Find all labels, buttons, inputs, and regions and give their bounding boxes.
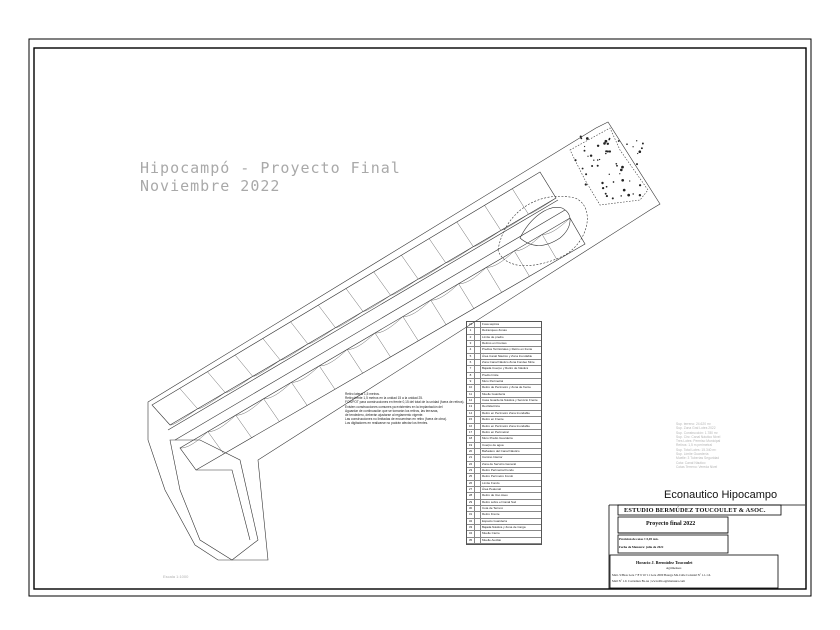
lot-divider bbox=[375, 333, 391, 357]
legend-label: Muelle Cierre bbox=[482, 531, 500, 536]
legend-number: 8 bbox=[467, 373, 475, 378]
note-line: FOS/FOT para construcciones en frente 0,15 del total de la unidad (fuera de retiros). bbox=[345, 400, 465, 405]
legend-label: Bajada Cuerpo y Retiro de Náutica bbox=[482, 366, 529, 371]
author-name: Horacio J. Bermúdez Toucoulet bbox=[636, 560, 693, 565]
legend-number: 32 bbox=[467, 519, 475, 524]
lot-divider bbox=[208, 432, 224, 454]
tree-mark bbox=[608, 139, 610, 141]
tree-symbols bbox=[574, 135, 643, 199]
lot-divider bbox=[429, 239, 446, 263]
lot-divider bbox=[207, 372, 225, 393]
tree-mark bbox=[585, 183, 587, 185]
lot-divider bbox=[401, 255, 418, 279]
tree-mark bbox=[603, 142, 606, 145]
tree-mark bbox=[597, 165, 599, 167]
drawing-date: Noviembre 2022 bbox=[140, 177, 281, 195]
legend-label: Retiro Perímetro Fondo bbox=[482, 474, 514, 479]
tree-mark bbox=[590, 154, 592, 156]
lot-divider bbox=[180, 388, 198, 408]
drawing-title: Hipocampó - Proyecto Final bbox=[140, 159, 401, 177]
legend-number: 18 bbox=[467, 436, 475, 441]
legend-number: 25 bbox=[467, 474, 475, 479]
legend-label: Muelle Guardería bbox=[482, 391, 506, 396]
project-name: Econautico Hipocampo bbox=[664, 489, 778, 501]
legend-label: Muro Predio Guardería bbox=[482, 436, 513, 441]
lower-leg-inner bbox=[196, 470, 250, 540]
note-line: de tendedero, deberán ajustarse al reglamento vigente. bbox=[345, 413, 424, 418]
legend-number: 6 bbox=[467, 360, 475, 365]
legend-number: 31 bbox=[467, 512, 475, 517]
note-line: Las construcciones no limitadas de encuentran en retiro (fuera de obra). bbox=[345, 417, 447, 422]
tree-mark bbox=[612, 197, 614, 199]
tree-mark bbox=[584, 146, 585, 147]
lot-divider bbox=[180, 448, 196, 470]
plan-title: Proyecto final 2022 bbox=[646, 521, 696, 527]
lot-divider bbox=[459, 284, 474, 309]
tree-mark bbox=[641, 147, 643, 149]
tree-mark bbox=[599, 159, 600, 160]
legend-number: 22 bbox=[467, 462, 475, 467]
tree-mark bbox=[636, 140, 637, 141]
legend-number: 35 bbox=[467, 538, 475, 543]
tree-mark bbox=[606, 186, 608, 188]
note-line: Existen construcciones comunes ya existentes en la implantación del bbox=[345, 404, 443, 409]
summary-line: Sup. Circ: Canal Náutico Nivel bbox=[676, 434, 721, 439]
legend-label: Camino Interior bbox=[482, 455, 503, 460]
legend-label: Retiro en Perímetro Zona Inundable bbox=[482, 410, 530, 415]
summary-line: Sup. Construcción: 1.780 m² bbox=[676, 430, 718, 435]
tree-mark bbox=[585, 173, 587, 175]
legend-label: Casa Guardería Náutica y Servicio Frente bbox=[482, 398, 538, 403]
tree-mark bbox=[632, 146, 633, 147]
legend-label: Retiro Frente bbox=[482, 512, 500, 517]
tree-mark bbox=[639, 184, 641, 186]
legend-label: Bajada Náutica y Zona de Carga bbox=[482, 525, 526, 529]
legend-label: Límite Fondo bbox=[482, 480, 500, 485]
lot-divider bbox=[403, 317, 418, 341]
legend-label: Retiro de Uso Aseo bbox=[482, 493, 508, 498]
lot-divider bbox=[152, 405, 170, 425]
lot-divider bbox=[347, 349, 363, 373]
legend-number: 34 bbox=[467, 531, 475, 536]
note-line: Retiro frente 1,5 metros en la unidad 15 a la unidad 25. bbox=[345, 396, 423, 401]
tree-mark bbox=[593, 160, 594, 161]
tree-mark bbox=[621, 166, 624, 169]
legend-number: 1 bbox=[467, 328, 475, 333]
area-summary-list bbox=[676, 422, 786, 469]
summary-line: Sup. Límite Guardería bbox=[676, 452, 709, 457]
tree-mark bbox=[587, 156, 588, 157]
summary-line: Sup. Zona Gral Lotes 2022 bbox=[676, 426, 716, 431]
tree-mark bbox=[597, 145, 599, 147]
lot-divider bbox=[319, 366, 335, 389]
legend-label: Espacio Guardería bbox=[482, 518, 508, 523]
lot-divider bbox=[236, 415, 252, 438]
tree-mark bbox=[626, 143, 628, 145]
survey-date: Fecha de Mensura: julio de 2022 bbox=[619, 545, 664, 549]
lot-divider bbox=[485, 205, 501, 230]
tree-mark bbox=[586, 137, 589, 140]
precision-note: Precisión de cotas ± 0,05 mts. bbox=[619, 537, 659, 541]
legend-number: 16 bbox=[467, 424, 475, 429]
legend-label: Zona Canal Náutico Zona Fondeo Mnte bbox=[482, 360, 535, 365]
summary-line: Muelle: 3 Tuberías Seguridad bbox=[676, 456, 720, 461]
legend-number: 24 bbox=[467, 322, 475, 327]
legend-label: Bañadero del Canal Náutico bbox=[482, 448, 520, 453]
lot-divider bbox=[540, 172, 556, 198]
lot-divider bbox=[264, 399, 280, 422]
tree-mark bbox=[613, 181, 615, 183]
legend-label: Retranqueo Zonas bbox=[482, 328, 507, 333]
tree-mark bbox=[607, 150, 609, 152]
legend-number: 27 bbox=[467, 487, 475, 492]
lot-divider bbox=[235, 355, 253, 376]
tree-mark bbox=[584, 150, 586, 152]
summary-line: Cota: Canal Náutico bbox=[676, 460, 706, 465]
contact-line: Mail Nº 1.0. Corrientes Bs.As | www.hbt-agrimensura.com bbox=[612, 579, 685, 583]
legend-number: 23 bbox=[467, 468, 475, 473]
lot-divider bbox=[514, 251, 529, 276]
tree-mark bbox=[580, 135, 582, 137]
tree-mark bbox=[642, 143, 644, 145]
note-line: Los digitadores en realizarse no podrán afectar los frentes. bbox=[345, 421, 429, 426]
legend-label: Predios Territoriales y Retiro en frente bbox=[482, 347, 533, 352]
tree-mark bbox=[621, 179, 624, 182]
legend-number: 19 bbox=[467, 443, 475, 448]
summary-line: Cotas Terreno: Vereda Nivel bbox=[676, 464, 718, 469]
legend-label: Retiro sobre el Canal Sud bbox=[482, 499, 517, 504]
legend-label: Retiros en Frentes bbox=[482, 341, 507, 346]
legend-label: Retiro Perimetral Fondo bbox=[482, 467, 514, 472]
note-line: Retiro lateral 1,5 metros. bbox=[345, 392, 380, 396]
legend-label: Retiro en Frente bbox=[482, 417, 504, 422]
tree-mark bbox=[580, 137, 582, 139]
tree-mark bbox=[638, 150, 641, 153]
tree-mark bbox=[637, 153, 638, 154]
summary-line: Sup. Total Lotes: 15.340 m² bbox=[676, 447, 717, 452]
tree-mark bbox=[609, 150, 611, 152]
legend-label: Retiro en Perimetral bbox=[482, 429, 509, 434]
legend-label: Muelle Auxiliar bbox=[482, 537, 502, 542]
lot-divider bbox=[486, 267, 501, 292]
tree-mark bbox=[605, 153, 607, 155]
tree-mark bbox=[639, 194, 641, 196]
legend-label: Muro Perimetral bbox=[482, 379, 504, 384]
tree-mark bbox=[616, 165, 618, 167]
legend-number: 10 bbox=[467, 385, 475, 390]
legend-number: 3 bbox=[467, 341, 475, 346]
legend-label: Fosa séptica bbox=[482, 322, 500, 326]
legend-number: 4 bbox=[467, 347, 475, 352]
lot-divider bbox=[542, 234, 557, 260]
legend-number: 21 bbox=[467, 455, 475, 460]
lot-divider bbox=[291, 322, 308, 344]
lot-divider bbox=[374, 272, 391, 295]
tree-mark bbox=[618, 140, 620, 142]
legend-label: Área Canal Náutico y Zona Inundable bbox=[482, 353, 533, 358]
legend-label: Cuerpo de agua bbox=[482, 442, 504, 447]
legend-number: 26 bbox=[467, 481, 475, 486]
legend-number: 17 bbox=[467, 430, 475, 435]
legend-row bbox=[467, 538, 541, 544]
tree-mark bbox=[619, 173, 620, 174]
legend-label: Zona de Servicio General bbox=[482, 461, 517, 466]
note-line: Aguardar de continuación que se tomarán los retiros, las terrazas, bbox=[345, 408, 439, 413]
legend-number: 11 bbox=[467, 392, 475, 397]
legend-label: Predio limite bbox=[482, 372, 499, 377]
legend-label: Red Eléctrica bbox=[482, 404, 500, 409]
legend-label: Retiro en Perímetro Zona Inundable bbox=[482, 423, 530, 428]
lot-divider bbox=[291, 382, 307, 405]
legend-number: 2 bbox=[467, 335, 475, 340]
lot-divider bbox=[457, 222, 473, 247]
legend-number: 13 bbox=[467, 404, 475, 409]
lot-divider bbox=[431, 300, 446, 325]
legend-number: 12 bbox=[467, 398, 475, 403]
lower-leg bbox=[170, 440, 258, 560]
legend-number: 7 bbox=[467, 366, 475, 371]
legend-number: 5 bbox=[467, 354, 475, 359]
tree-mark bbox=[597, 159, 599, 161]
lot-divider bbox=[570, 218, 585, 244]
legend-number: 30 bbox=[467, 506, 475, 511]
lot-divider bbox=[318, 305, 335, 328]
summary-line: Tres Lotes: Permiso Municipal bbox=[676, 439, 721, 444]
construction-notes bbox=[345, 392, 465, 426]
legend-number: 28 bbox=[467, 493, 475, 498]
legend-number: 29 bbox=[467, 500, 475, 505]
tree-mark bbox=[609, 174, 610, 175]
legend-label: Límite de predio bbox=[482, 334, 504, 339]
tree-mark bbox=[623, 189, 626, 192]
tree-mark bbox=[582, 168, 584, 170]
tree-mark bbox=[602, 187, 604, 189]
lot-divider bbox=[263, 338, 280, 360]
legend-label: Cota de Terreno bbox=[482, 505, 504, 510]
legend-number: 9 bbox=[467, 379, 475, 384]
tree-mark bbox=[574, 159, 576, 161]
tree-mark bbox=[632, 193, 633, 194]
tree-mark bbox=[620, 195, 622, 197]
tree-mark bbox=[607, 143, 609, 145]
tree-mark bbox=[606, 195, 608, 197]
legend-number: 14 bbox=[467, 411, 475, 416]
legend-number: 15 bbox=[467, 417, 475, 422]
firm-name: ESTUDIO BERMÚDEZ TOUCOULET & ASOC. bbox=[624, 507, 766, 514]
contact-line: Matr. S/Bsas Lote 7·8·9·10·11 Lote 2000 Bourgo Mz.Calle Colonial Nº 1.1.1.6. bbox=[612, 573, 711, 577]
legend-number: 33 bbox=[467, 525, 475, 530]
tree-mark bbox=[605, 193, 607, 195]
tree-mark bbox=[627, 194, 630, 197]
summary-line: Retiros: 1,5 m perimetral bbox=[676, 443, 713, 448]
tree-mark bbox=[615, 163, 617, 165]
legend-number: 20 bbox=[467, 449, 475, 454]
author-role: Agrimensor. bbox=[666, 566, 682, 570]
tree-mark bbox=[629, 180, 630, 181]
tree-mark bbox=[591, 165, 593, 167]
legend-label: Área Peatonal bbox=[482, 486, 502, 491]
scale-note: Escala 1:1000 bbox=[163, 574, 189, 579]
legend-label: Retiro de Perímetro y Zona de frente bbox=[482, 385, 531, 390]
legend-table bbox=[466, 321, 542, 545]
summary-line: Sup. terreno: 24.620 m² bbox=[676, 422, 711, 426]
tree-mark bbox=[636, 163, 638, 165]
lot-divider bbox=[346, 289, 363, 312]
tree-mark bbox=[601, 182, 603, 184]
tree-mark bbox=[620, 169, 623, 172]
